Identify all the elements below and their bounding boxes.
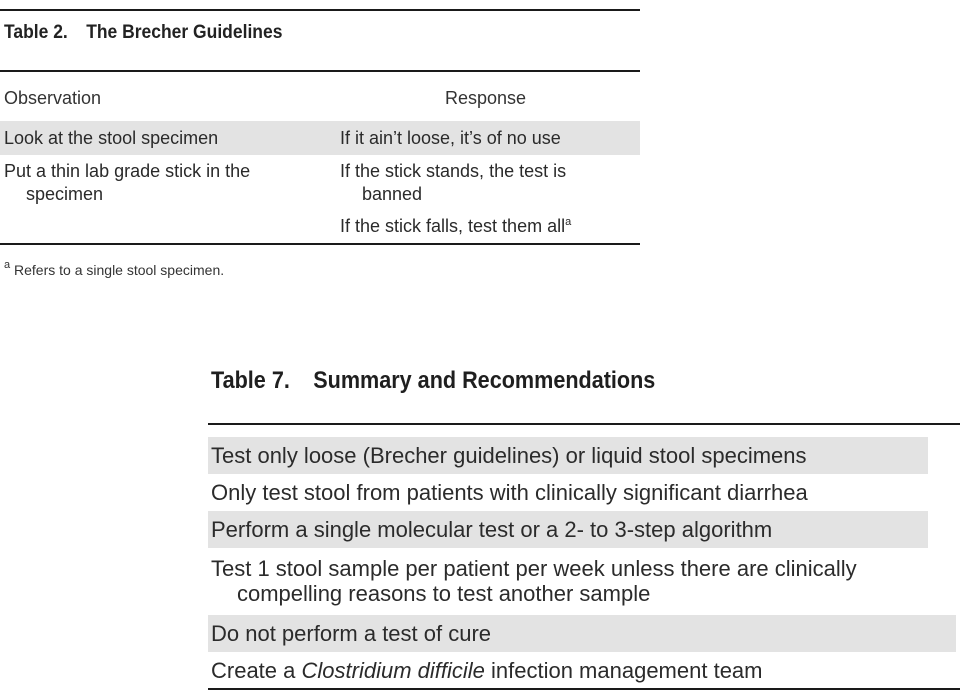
table7-row6-suffix: infection management team — [484, 658, 763, 683]
table2-row2-observation-line1: Put a thin lab grade stick in the — [4, 161, 251, 181]
table2-bottom-rule — [0, 243, 640, 245]
table2-row2-response-line1: If the stick stands, the test is — [340, 161, 567, 181]
table7-row4 — [211, 556, 857, 606]
table2-label: Table 2. — [4, 22, 68, 43]
table7-row6 — [211, 658, 763, 683]
table7-row1: Test only loose (Brecher guidelines) or liquid stool specimens — [211, 443, 807, 468]
table7-row6-prefix: Create a — [211, 658, 302, 683]
table7-bottom-rule — [208, 688, 960, 690]
table2-title-text: The Brecher Guidelines — [86, 22, 283, 43]
table7-title-text: Summary and Recommendations — [313, 367, 656, 394]
table2-header-observation: Observation — [4, 88, 102, 108]
table2-row2-observation-line2: specimen — [26, 184, 104, 204]
table7-label: Table 7. — [211, 367, 290, 394]
table7-row4-line2: compelling reasons to test another sample — [237, 581, 651, 606]
table2-row3-response — [340, 215, 571, 238]
table7-row5: Do not perform a test of cure — [211, 621, 492, 646]
table7-title — [211, 367, 655, 395]
table2-footnote-text: Refers to a single stool specimen. — [14, 262, 225, 278]
table7-row3: Perform a single molecular test or a 2- to 3-step algorithm — [211, 517, 773, 542]
table7-row4-line1: Test 1 stool sample per patient per week unless there are clinically — [211, 556, 857, 581]
table2-title — [4, 22, 282, 44]
table2-row2-response-line2: banned — [362, 184, 423, 204]
table2-row3-footnote-marker: a — [565, 216, 572, 228]
table7-top-rule — [208, 423, 960, 425]
table2-row2-observation — [4, 160, 250, 206]
table2-footnote-marker: a — [4, 259, 11, 271]
table2-row2-response — [340, 160, 566, 206]
table7-row2: Only test stool from patients with clinically significant diarrhea — [211, 480, 808, 505]
table2-header-response: Response — [445, 88, 527, 108]
table2-footnote — [4, 259, 225, 278]
table2-row3-response-text: If the stick falls, test them all — [340, 216, 566, 236]
table2-header-rule — [0, 70, 640, 72]
table7-row6-organism: Clostridium difficile — [301, 658, 485, 683]
table2-top-rule — [0, 9, 640, 11]
table2-row1-observation: Look at the stool specimen — [4, 128, 219, 148]
table2-row1-response: If it ain’t loose, it’s of no use — [340, 128, 561, 148]
